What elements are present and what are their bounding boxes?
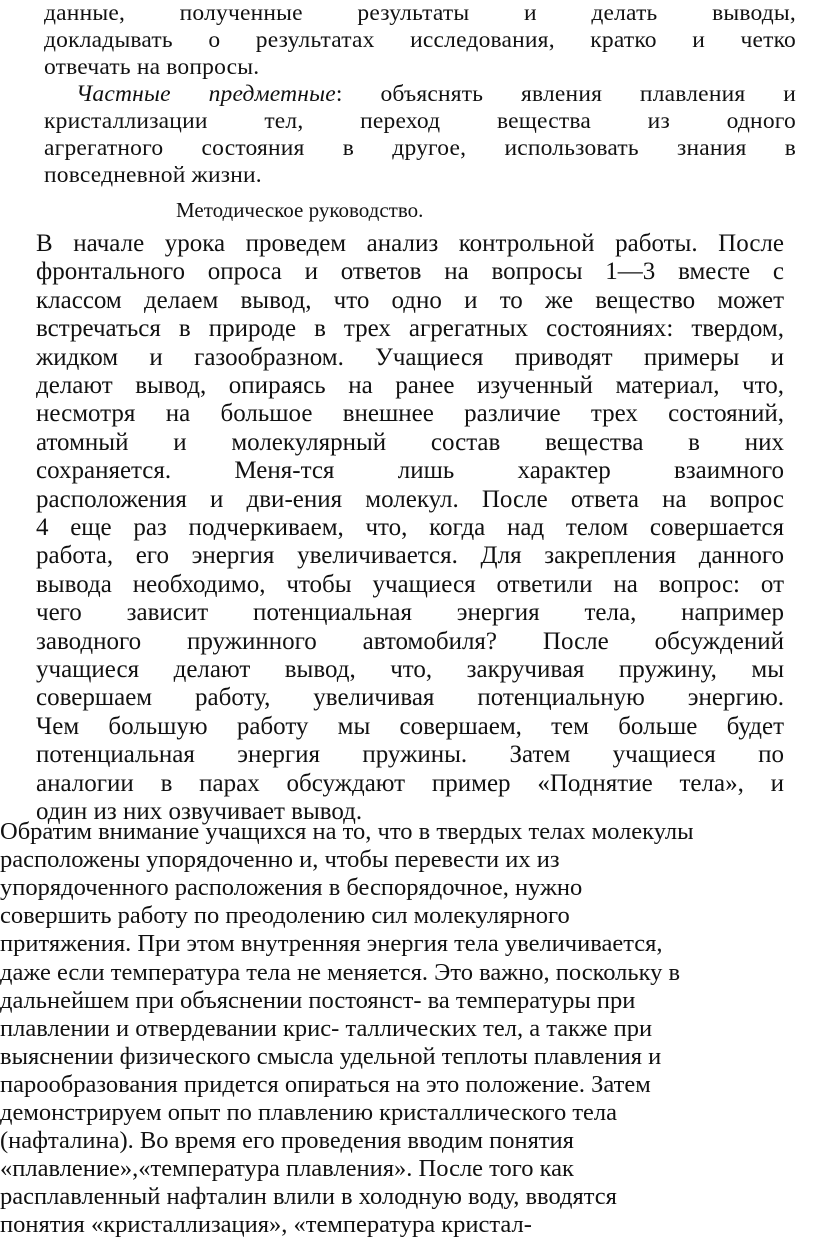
intro-line-1: данные, полученные результаты и делать выводы, <box>44 0 796 26</box>
subject-rest: : объяснять явления плавления и <box>335 81 796 107</box>
subject-line-2: кристаллизации тел, переход вещества из одного <box>44 108 796 134</box>
second-paragraph-line: «плавление»,«температура плавления». После того как <box>0 1155 574 1183</box>
second-paragraph-line: демонстрируем опыт по плавлению кристаллического тела <box>0 1099 618 1126</box>
main-paragraph-line: потенциальная энергия пружины. Затем учащиеся по <box>36 741 784 769</box>
second-paragraph-line: даже если температура тела не меняется. Это важно, поскольку в <box>0 958 681 986</box>
main-paragraph-line: сохраняется. Меня-тся лишь характер взаимного <box>36 457 784 485</box>
second-paragraph-line: парообразования придется опираться на это положение. Затем <box>0 1070 651 1098</box>
main-paragraph-line: вывода необходимо, чтобы учащиеся ответили на вопрос: от <box>36 570 784 598</box>
second-paragraph-line: расплавленный нафталин влили в холодную воду, вводятся <box>0 1183 617 1211</box>
second-paragraph-line: упорядоченного расположения в беспорядочное, нужно <box>0 874 583 902</box>
intro-line-2: докладывать о результатах исследования, кратко и четко <box>44 27 796 53</box>
main-paragraph-line: несмотря на большое внешнее различие трех состояний, <box>36 400 784 428</box>
second-paragraph-line: дальнейшем при объяснении постоянст- ва температуры при <box>0 986 636 1014</box>
subject-label: Частные предметные <box>76 81 336 107</box>
second-paragraph-line: притяжения. При этом внутренняя энергия тела увеличивается, <box>0 930 663 958</box>
main-paragraph-line: учащиеся делают вывод, что, закручивая пружину, мы <box>36 656 784 683</box>
second-paragraph-line: (нафталина). Во время его проведения вводим понятия <box>0 1127 574 1155</box>
section-heading: Методическое руководство. <box>176 198 424 222</box>
main-paragraph-line: один из них озвучивает вывод. <box>36 798 363 825</box>
second-paragraph-line: выяснении физического смысла удельной теплоты плавления и <box>0 1042 662 1070</box>
main-paragraph-line: классом делаем вывод, что одно и то же вещество может <box>36 286 784 314</box>
second-paragraph-line: расположены упорядоченно и, чтобы перевести их из <box>0 846 560 874</box>
subject-line-4: повседневной жизни. <box>44 162 262 188</box>
second-paragraph-line: Обратим внимание учащихся на то, что в твердых телах молекулы <box>0 818 694 845</box>
main-paragraph-line: жидком и газообразном. Учащиеся приводят примеры и <box>36 343 784 371</box>
main-paragraph-line: чего зависит потенциальная энергия тела, например <box>36 599 784 627</box>
main-paragraph-line: В начале урока проведем анализ контрольной работы. После <box>36 230 784 257</box>
intro-line-3: отвечать на вопросы. <box>44 54 260 80</box>
main-paragraph-line: Чем большую работу мы совершаем, тем больше будет <box>36 712 784 740</box>
main-paragraph-line: атомный и молекулярный состав вещества в них <box>36 428 784 456</box>
main-paragraph-line: 4 еще раз подчеркиваем, что, когда над телом совершается <box>36 514 784 541</box>
subject-line-3: агрегатного состояния в другое, использовать знания в <box>44 135 796 161</box>
second-paragraph-line: плавлении и отвердевании крис- таллических тел, а также при <box>0 1014 653 1042</box>
main-paragraph-line: расположения и дви-ения молекул. После ответа на вопрос <box>36 485 784 513</box>
main-paragraph-line: фронтального опроса и ответов на вопросы 1—3 вместе с <box>36 258 784 286</box>
main-paragraph-line: встречаться в природе в трех агрегатных состояниях: твердом, <box>36 315 784 343</box>
main-paragraph-line: заводного пружинного автомобиля? После обсуждений <box>36 627 784 655</box>
main-paragraph-line: аналогии в парах обсуждают пример «Поднятие тела», и <box>36 769 784 797</box>
subject-line <box>76 81 796 108</box>
second-paragraph-line: совершить работу по преодолению сил молекулярного <box>0 902 570 930</box>
second-paragraph-line: понятия «кристаллизация», «температура кристал- <box>0 1211 532 1239</box>
main-paragraph-line: совершаем работу, увеличивая потенциальную энергию. <box>36 684 784 712</box>
main-paragraph-line: делают вывод, опираясь на ранее изученный материал, что, <box>36 372 784 399</box>
main-paragraph-line: работа, его энергия увеличивается. Для закрепления данного <box>36 542 784 570</box>
